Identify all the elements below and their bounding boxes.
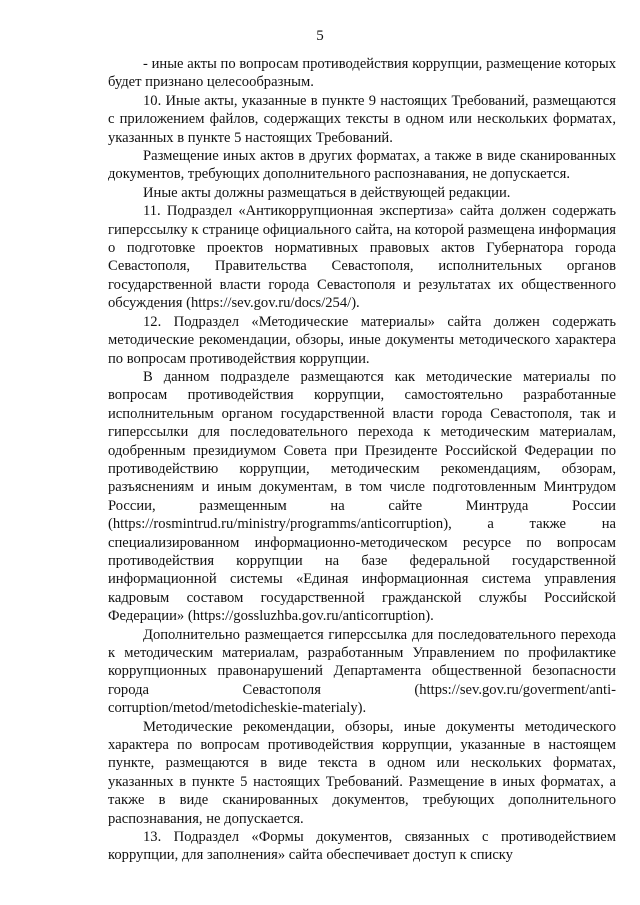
page-number: 5 [316, 28, 324, 44]
paragraph-item-10: 10. Иные акты, указанные в пункте 9 настоящих Требований, размещаются с приложением файлов, содержащих тексты в одном или нескольких форматах, указанных в пункте 5 настоящих Требований. [108, 92, 616, 146]
paragraph-other-acts-item: - иные акты по вопросам противодействия коррупции, размещение которых будет признано целесообразным. [108, 56, 616, 91]
paragraph-current-edition: Иные акты должны размещаться в действующей редакции. [143, 184, 511, 201]
paragraph-methodical-materials: В данном подразделе размещаются как методические материалы по вопросам противодействия коррупции, самостоятельно разработанные исполнительным органом государственной власти города Севастополя, так и гиперссылки для последовательного перехода к методическим материалам, одобренным президиумом Совета при Президенте Российской Федерации по противодействию коррупции, методическим рекомендациям, обзорам, разъяснениям и иным документам, в том числе подготовленным Минтрудом России, размещенным на сайте Минтруда России (https://rosmintrud.ru/ministry/programms/anticorruption), а также на специализированном информационно-методическом ресурсе по вопросам противодействия коррупции на базе федеральной государственной информационной системы «Единая информационная система управления кадровым составом государственной гражданской службы Российской Федерации» (https://gossluzhba.gov.ru/anticorruption). [108, 368, 616, 625]
paragraph-item-13: 13. Подраздел «Формы документов, связанных с противодействием коррупции, для заполнения» сайта обеспечивает доступ к списку [108, 829, 616, 864]
paragraph-additional-hyperlink: Дополнительно размещается гиперссылка для последовательного перехода к методическим материалам, разработанным Управлением по профилактике коррупционных правонарушений Департамента общественной безопасности города Севастополя (https://sev.gov.ru/goverment/anti-corruption/metod/metodicheskie-materialy). [108, 626, 616, 717]
paragraph-scanned-not-allowed: Размещение иных актов в других форматах, а также в виде сканированных документов, требующих дополнительного распознавания, не допускается. [108, 148, 616, 183]
document-body [108, 55, 616, 865]
paragraph-methodical-recommendations: Методические рекомендации, обзоры, иные документы методического характера по вопросам противодействия коррупции, указанные в настоящем пункте, размещаются в виде текста в одном или нескольких форматах, указанных в пункте 5 настоящих Требований. Размещение в иных форматах, а также в виде сканированных документов, требующих дополнительного распознавания, не допускается. [108, 718, 616, 827]
paragraph-item-12: 12. Подраздел «Методические материалы» сайта должен содержать методические рекомендации, обзоры, иные документы методического характера по вопросам противодействия коррупции. [108, 313, 616, 367]
paragraph-item-11: 11. Подраздел «Антикоррупционная экспертиза» сайта должен содержать гиперссылку к странице официального сайта, на которой размещена информация о подготовке проектов нормативных правовых актов Губернатора города Севастополя, Правительства Севастополя, исполнительных органов государственной власти города Севастополя и результатах их общественного обсуждения (https://sev.gov.ru/docs/254/). [108, 203, 616, 312]
